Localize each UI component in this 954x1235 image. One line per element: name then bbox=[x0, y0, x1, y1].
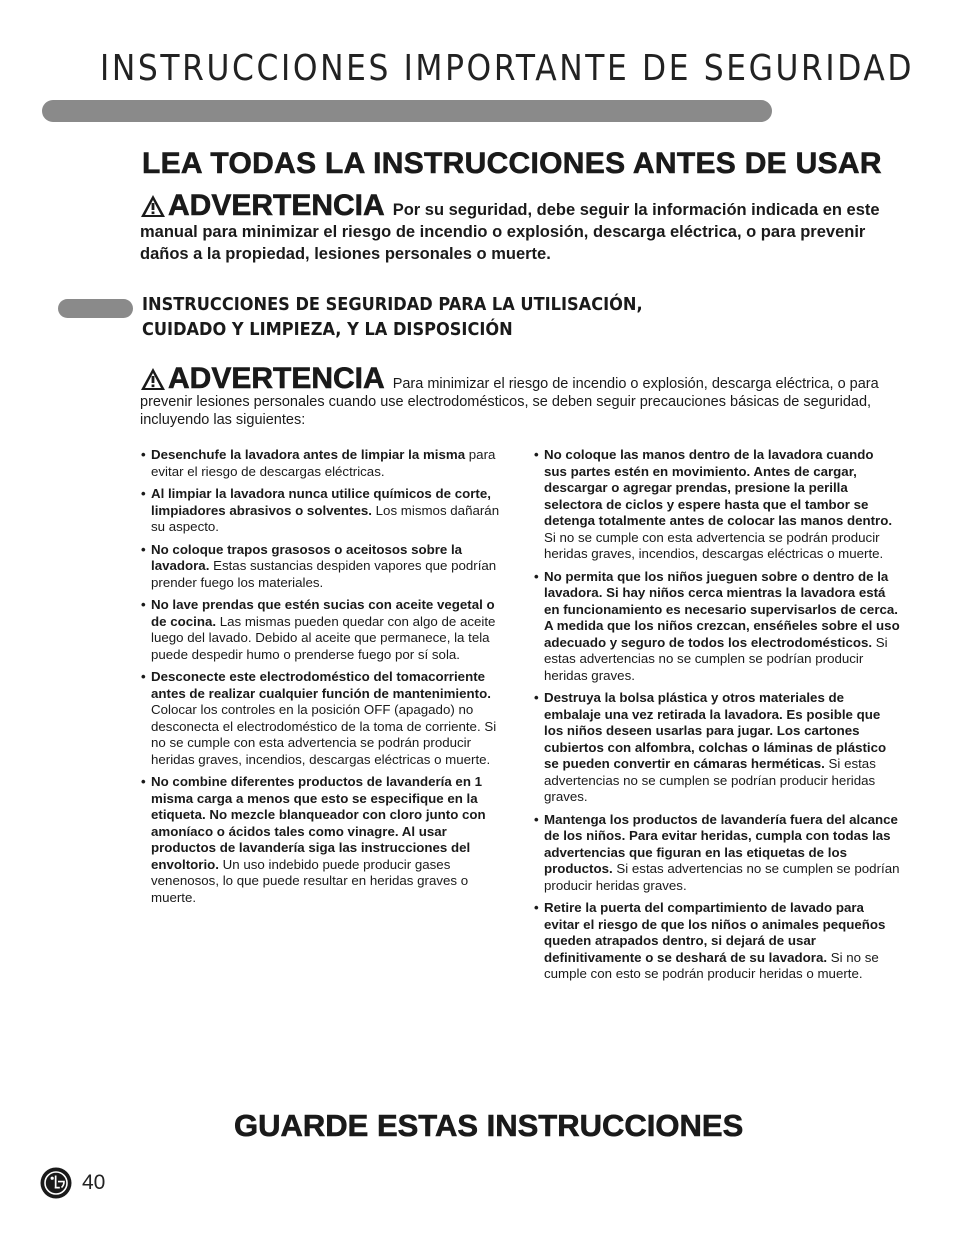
list-item-bold: No lave prendas que estén sucias con aceite vegetal o de cocina. bbox=[151, 597, 495, 629]
list-item-text: Estas sustancias despiden vapores que podrían prender fuego los materiales. bbox=[151, 558, 497, 590]
list-item-text: Si estas advertencias no se cumplen se podrían producir heridas graves. bbox=[544, 756, 876, 804]
list-item: • Desenchufe la lavadora antes de limpiar la misma para evitar el riesgo de descargas eléctricas. bbox=[141, 447, 496, 479]
list-item-text: Si no se cumple con esto se podrán producir heridas o muerte. bbox=[544, 949, 879, 981]
list-item: • No coloque trapos grasosos o aceitosos sobre la lavadora. Estas sustancias despiden vapores que podrían prender fuego los materiales. bbox=[141, 541, 497, 590]
list-item: • Mantenga los productos de lavandería fuera del alcance de los niños. Para evitar heridas, cumpla con todas las advertencias que figuran en las etiquetas de los productos. Si estas advertencias no se cumplen se podrían producir heridas graves. bbox=[534, 811, 900, 893]
list-item-text: Las mismas pueden quedar con algo de aceite luego del lavado. Debido al aceite que permanece, la tela puede despedir humo o prenderse fuego por sí sola. bbox=[151, 613, 496, 662]
title-bar bbox=[42, 100, 772, 122]
list-item: • No permita que los niños jueguen sobre o dentro de la lavadora. Si hay niños cerca mientras la lavadora está en funcionamiento es necesario supervisarlos de cerca. A medida que los niños crezcan, enséñeles sobre el uso adecuado y seguro de todos los electrodomésticos. Si estas advertencias no se cumplen se podrían producir heridas graves. bbox=[534, 568, 900, 683]
left-column bbox=[141, 447, 507, 912]
list-item-text: Si estas advertencias no se cumplen se podrían producir heridas graves. bbox=[544, 634, 888, 683]
section-warning bbox=[140, 364, 910, 429]
intro-warning-label: ADVERTENCIA bbox=[168, 189, 385, 222]
lg-logo-icon bbox=[40, 1167, 72, 1199]
section-warning-label: ADVERTENCIA bbox=[168, 362, 385, 395]
list-item-bold: Al limpiar la lavadora nunca utilice químicos de corte, limpiadores abrasivos o solventes. bbox=[151, 486, 491, 518]
section-pill bbox=[58, 299, 133, 318]
intro-warning-text: Por su seguridad, debe seguir la información indicada en este manual para minimizar el riesgo de incendio o explosión, descarga eléctrica, o para prevenir daños a la propiedad, lesiones personales o muerte. bbox=[140, 201, 880, 263]
section-warning-label-wrap bbox=[140, 362, 385, 395]
list-item-bold: Mantenga los productos de lavandería fuera del alcance de los niños. Para evitar heridas, cumpla con todas las advertencias que figuran en las etiquetas de los productos. bbox=[544, 811, 898, 876]
list-item-bold: Desconecte este electrodoméstico del tomacorriente antes de realizar cualquier función de mantenimiento. bbox=[151, 669, 491, 701]
list-item-bold: Desenchufe la lavadora antes de limpiar la misma bbox=[151, 447, 466, 462]
list-item-text: Colocar los controles en la posición OFF (apagado) no desconecta el electrodoméstico de la toma de corriente. Si no se cumple con esta advertencia se podrán producir heridas graves, incendios, descargas eléctricas o muerte. bbox=[151, 702, 497, 767]
list-item-bold: No coloque trapos grasosos o aceitosos sobre la lavadora. bbox=[151, 541, 463, 573]
list-item-bold: No permita que los niños jueguen sobre o dentro de la lavadora. Si hay niños cerca mientras la lavadora está en funcionamiento es necesario supervisarlos de cerca. A medida que los niños crezcan, enséñeles sobre el uso adecuado y seguro de todos los electrodomésticos. bbox=[544, 568, 900, 650]
section-warning-text: Para minimizar el riesgo de incendio o explosión, descarga eléctrica, o para prevenir lesiones personales cuando use electrodomésticos, se deben seguir precauciones básicas de seguridad, incluyendo las siguientes: bbox=[140, 376, 879, 428]
section-heading-line2: CUIDADO Y LIMPIEZA, Y LA DISPOSICIÓN bbox=[142, 319, 513, 340]
list-item-text: Si estas advertencias no se cumplen se podrían producir heridas graves. bbox=[544, 861, 900, 893]
page-title: INSTRUCCIONES IMPORTANTE DE SEGURIDAD bbox=[100, 48, 915, 89]
list-item-bold: No combine diferentes productos de lavandería en 1 misma carga a menos que esto se especifique en la etiqueta. No mezcle blanqueador con cloro junto con amoníaco o ácidos tales como vinagre. Al usar productos de lavandería siga las instrucciones del envoltorio. bbox=[151, 774, 486, 872]
list-item: • Destruya la bolsa plástica y otros materiales de embalaje una vez retirada la lavadora. Es posible que los niños deseen usarlas para jugar. Los cartones cubiertos con alfombra, colchas o láminas de plástico se pueden convertir en cámaras herméticas. Si estas advertencias no se cumplen se podrían producir heridas graves. bbox=[534, 690, 887, 804]
list-item-bold: No coloque las manos dentro de la lavadora cuando sus partes estén en movimiento. Antes de cargar, descargar o agregar prendas, presione la perilla selectora de ciclos y espere hasta que el tambor se detenga totalmente antes de colocar las manos dentro. bbox=[544, 447, 893, 528]
list-item-text: Si no se cumple con esta advertencia se podrán producir heridas graves, incendios, descargas eléctricas o muerte. bbox=[544, 529, 884, 561]
section-heading-line1: INSTRUCCIONES DE SEGURIDAD PARA LA UTILISACIÓN, bbox=[142, 294, 643, 315]
read-all-heading: LEA TODAS LA INSTRUCCIONES ANTES DE USAR bbox=[142, 147, 882, 180]
list-item-bold: Destruya la bolsa plástica y otros materiales de embalaje una vez retirada la lavadora. Es posible que los niños deseen usarlas para jugar. Los cartones cubiertos con alfombra, colchas o láminas de plástico se pueden convertir en cámaras herméticas. bbox=[544, 690, 887, 771]
page-number: 40 bbox=[82, 1171, 106, 1194]
list-item: • Desconecte este electrodoméstico del tomacorriente antes de realizar cualquier función de mantenimiento. Colocar los controles en la posición OFF (apagado) no desconecta el electrodoméstico de la toma de corriente. Si no se cumple con esta advertencia se podrán producir heridas graves, incendios, descargas eléctricas o muerte. bbox=[141, 669, 497, 767]
intro-warning-label-wrap bbox=[140, 189, 385, 222]
list-item: • No lave prendas que estén sucias con aceite vegetal o de cocina. Las mismas pueden quedar con algo de aceite luego del lavado. Debido al aceite que permanece, la tela puede despedir humo o prenderse fuego por sí sola. bbox=[141, 597, 496, 662]
list-item-text: para evitar el riesgo de descargas eléctricas. bbox=[151, 447, 496, 479]
list-item: • Al limpiar la lavadora nunca utilice químicos de corte, limpiadores abrasivos o solventes. Los mismos dañarán su aspecto. bbox=[141, 486, 500, 534]
right-column bbox=[534, 447, 900, 989]
list-item-bold: Retire la puerta del compartimiento de lavado para evitar el riesgo de que los niños o animales pequeños queden atrapados dentro, si dejará de usar definitivamente o se deshará de su lavadora. bbox=[544, 900, 886, 965]
list-item-text: Los mismos dañarán su aspecto. bbox=[151, 502, 500, 534]
warning-triangle-icon bbox=[140, 194, 166, 218]
list-item: • No coloque las manos dentro de la lavadora cuando sus partes estén en movimiento. Antes de cargar, descargar o agregar prendas, presione la perilla selectora de ciclos y espere hasta que el tambor se detenga totalmente antes de colocar las manos dentro. Si no se cumple con esta advertencia se podrán producir heridas graves, incendios, descargas eléctricas o muerte. bbox=[534, 447, 893, 561]
intro-warning bbox=[140, 191, 910, 265]
section-heading bbox=[142, 292, 718, 342]
list-item-text: Un uso indebido puede producir gases venenosos, lo que puede resultar en heridas graves o muerte. bbox=[151, 856, 469, 905]
list-item: • Retire la puerta del compartimiento de lavado para evitar el riesgo de que los niños o animales pequeños queden atrapados dentro, si dejará de usar definitivamente o se deshará de su lavadora. Si no se cumple con esto se podrán producir heridas o muerte. bbox=[534, 900, 886, 981]
warning-triangle-icon bbox=[140, 367, 166, 391]
save-instructions-heading: GUARDE ESTAS INSTRUCCIONES bbox=[234, 1108, 744, 1143]
list-item: • No combine diferentes productos de lavandería en 1 misma carga a menos que esto se especifique en la etiqueta. No mezcle blanqueador con cloro junto con amoníaco o ácidos tales como vinagre. Al usar productos de lavandería siga las instrucciones del envoltorio. Un uso indebido puede producir gases venenosos, lo que puede resultar en heridas graves o muerte. bbox=[141, 774, 486, 905]
